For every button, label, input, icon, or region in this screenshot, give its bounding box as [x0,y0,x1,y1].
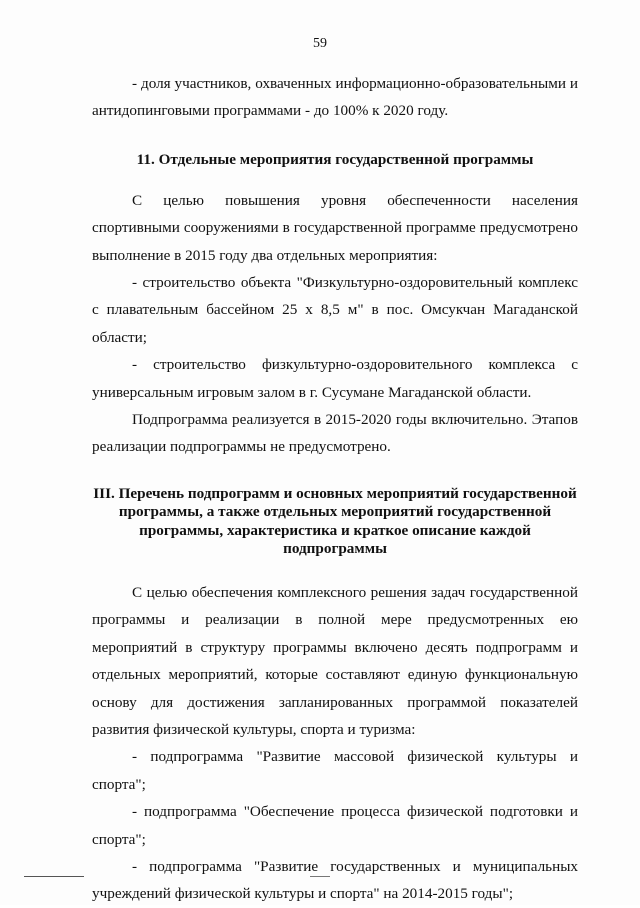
footer-mark [310,876,330,877]
document-body [92,70,578,908]
paragraph-section-3-intro: С целью обеспечения комплексного решения задач государственной программы и реализации в полной мере предусмотренных ею мероприятий в структуру программы включено десять подпрограмм и отдельных мероприятий, которые составляют единую функциональную основу для достижения запланированных программой показателей развития физической культуры, спорта и туризма: [92,583,578,738]
list-item-subprogram-institutions: - подпрограмма "Развитие государственных и муниципальных учреждений физической культуры и спорта" на 2014-2015 годы"; [92,857,578,903]
paragraph-section-11-intro: С целью повышения уровня обеспеченности населения спортивными сооружениями в государственной программе предусмотрено выполнение в 2015 году два отдельных мероприятия: [92,191,578,264]
list-item-subprogram-physical-training: - подпрограмма "Обеспечение процесса физической подготовки и спорта"; [92,803,578,848]
section-3-heading: III. Перечень подпрограмм и основных мероприятий государственной программы, а также отдельных мероприятий государственной программы, характеристика и краткое описание каждой подпрограммы [93,484,577,558]
paragraph-omsukchan-complex: - строительство объекта "Физкультурно-оздоровительный комплекс с плавательным бассейном 25 х 8,5 м" в пос. Омсукчан Магаданской области; [92,274,578,346]
paragraph-susuman-complex: - строительство физкультурно-оздоровительного комплекса с универсальным игровым залом в г. Сусумане Магаданской области. [92,356,578,401]
paragraph-implementation-period: Подпрограмма реализуется в 2015-2020 годы включительно. Этапов реализации подпрограммы не предусмотрено. [92,411,578,456]
page-number: 59 [313,36,327,51]
list-item-subprogram-mass-sport: - подпрограмма "Развитие массовой физической культуры и спорта"; [92,748,578,793]
footer-rule [24,876,84,877]
paragraph-antidoping-share: - доля участников, охваченных информационно-образовательными и антидопинговыми программами - до 100% к 2020 году. [92,75,578,120]
section-11-heading: 11. Отдельные мероприятия государственной программы [136,150,534,168]
